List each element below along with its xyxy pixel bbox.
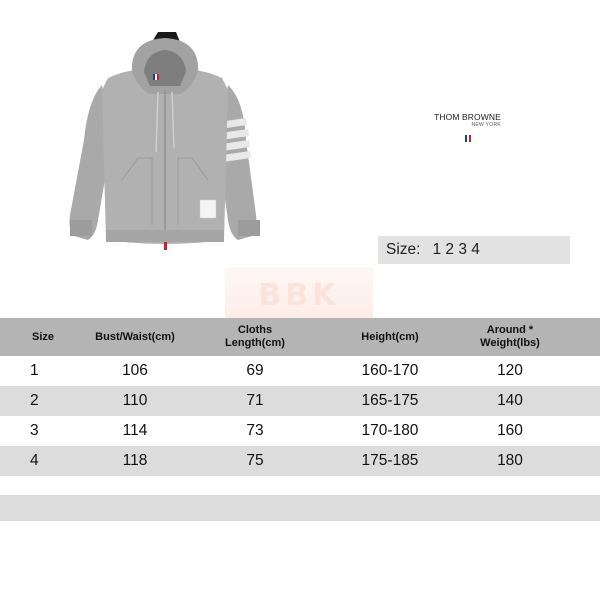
row-length: 69 <box>246 362 264 379</box>
header-height: Height(cm) <box>361 330 419 343</box>
table-row <box>0 416 600 446</box>
row-bust: 114 <box>122 422 148 439</box>
size-banner-values: 1 2 3 4 <box>432 241 480 258</box>
row-length: 71 <box>246 392 264 409</box>
size-banner <box>378 236 570 264</box>
flag-stripe-red <box>469 135 471 142</box>
table-row <box>0 356 600 386</box>
row-height: 170-180 <box>361 422 419 439</box>
brand-logo <box>420 112 515 147</box>
size-banner-label: Size: <box>386 241 421 258</box>
row-length: 73 <box>246 422 264 439</box>
row-size: 3 <box>30 422 39 439</box>
row-height: 165-175 <box>361 392 419 409</box>
header-length-line2: Length(cm) <box>225 337 285 349</box>
footer-bar <box>0 495 600 521</box>
brand-city: NEW YORK <box>471 122 501 128</box>
row-weight: 160 <box>497 422 523 439</box>
header-weight-line1: Around * <box>486 324 534 336</box>
table-row <box>0 386 600 416</box>
table-header-row <box>0 318 600 356</box>
row-length: 75 <box>246 452 264 469</box>
header-length <box>200 318 310 356</box>
header-bust: Bust/Waist(cm) <box>95 330 175 343</box>
product-image <box>60 30 270 255</box>
table-row <box>0 446 600 476</box>
header-size: Size <box>31 330 54 343</box>
brand-name: THOM BROWNE <box>434 112 501 122</box>
watermark: BBK <box>225 267 373 323</box>
row-weight: 140 <box>497 392 523 409</box>
size-table <box>0 318 600 476</box>
row-size: 2 <box>30 392 39 409</box>
header-length-line1: Cloths <box>237 324 273 336</box>
row-size: 1 <box>30 362 39 379</box>
header-weight <box>455 318 565 356</box>
hoodie-icon <box>60 30 270 255</box>
row-bust: 110 <box>122 392 148 409</box>
row-height: 160-170 <box>361 362 419 379</box>
flag-icon <box>465 135 471 142</box>
row-bust: 118 <box>122 452 148 469</box>
header-weight-line2: Weight(lbs) <box>480 337 540 349</box>
row-height: 175-185 <box>361 452 419 469</box>
row-weight: 180 <box>497 452 523 469</box>
row-size: 4 <box>30 452 39 469</box>
row-bust: 106 <box>122 362 148 379</box>
row-weight: 120 <box>497 362 523 379</box>
